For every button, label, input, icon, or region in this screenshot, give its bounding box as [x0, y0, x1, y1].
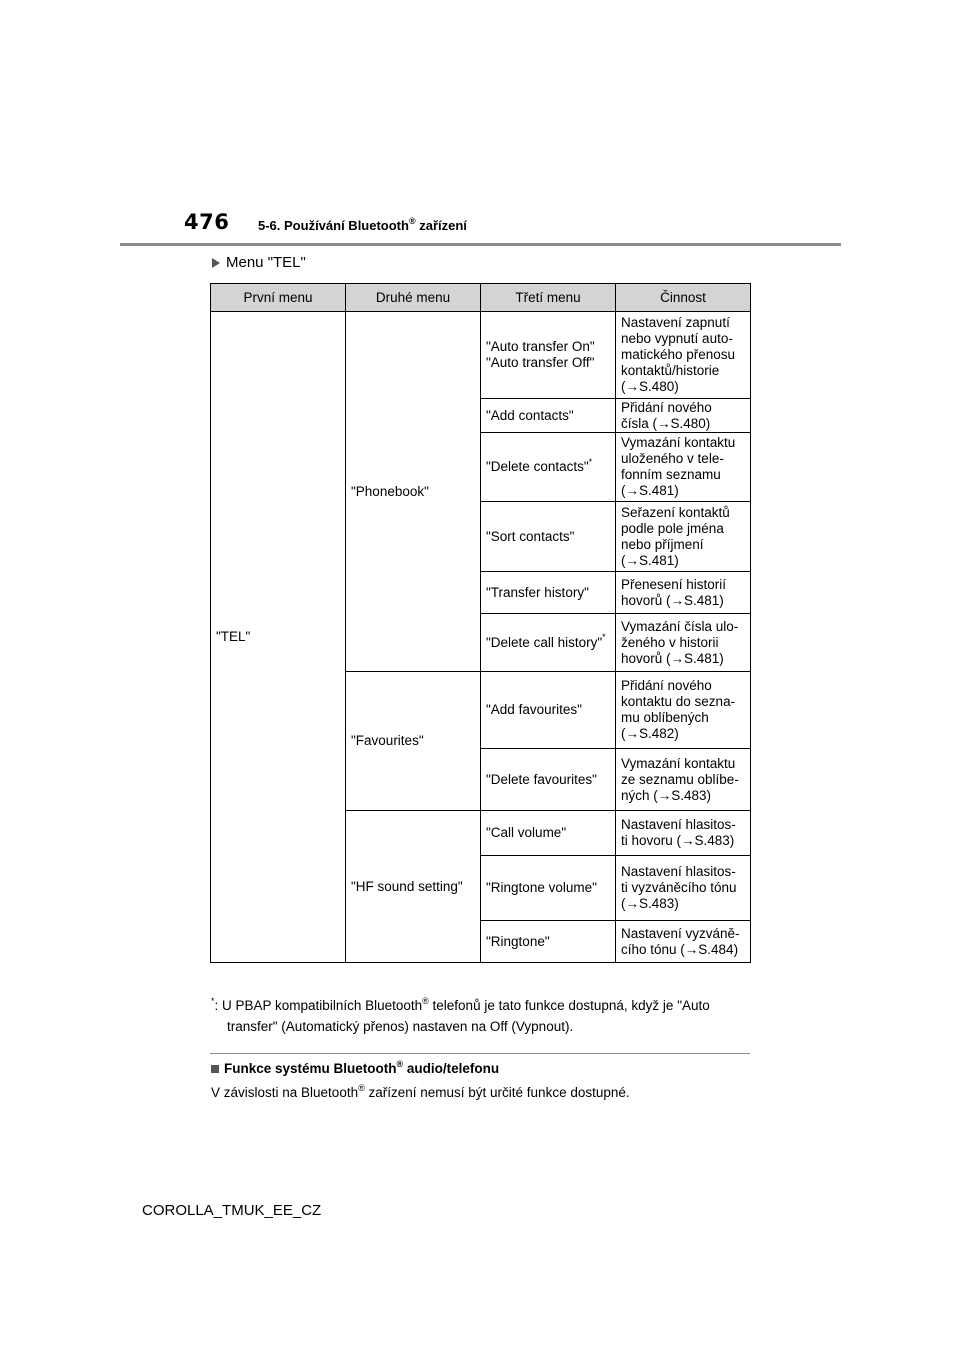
third-menu-label: "Add contacts" [486, 407, 574, 423]
third-menu-cell [481, 749, 616, 811]
action-cell: Vymazání kontaktu uloženého v tele- fonním seznamu (→S.481) [616, 433, 751, 502]
second-menu-cell: "Phonebook" [346, 312, 481, 672]
subsection-heading [211, 1058, 500, 1076]
third-menu-label: "Add favourites" [486, 702, 582, 717]
action-cell: Nastavení zapnutí nebo vypnutí auto- matického přenosu kontaktů/historie (→S.480) [616, 312, 751, 399]
third-menu-cell [481, 672, 616, 749]
menu-subtitle [212, 254, 306, 271]
column-header: Třetí menu [481, 284, 616, 312]
third-menu-cell [481, 502, 616, 572]
third-menu-label: "Delete call history" [486, 634, 603, 650]
third-menu-label: "Delete favourites" [486, 771, 597, 787]
third-menu-cell [481, 856, 616, 921]
third-menu-cell [481, 921, 616, 963]
footnote-marker: * [588, 456, 593, 467]
third-menu-cell [481, 572, 616, 614]
third-menu-cell [481, 433, 616, 502]
footnote-text-prefix: : U PBAP kompatibilních Bluetooth [214, 998, 423, 1013]
registered-mark: ® [408, 215, 416, 226]
third-menu-label: "Delete contacts" [486, 459, 589, 474]
third-menu-cell [481, 811, 616, 856]
registered-mark: ® [358, 1082, 365, 1093]
section-title-prefix: 5-6. Používání Bluetooth [258, 218, 409, 233]
third-menu-cell [481, 399, 616, 433]
page-number: 476 [184, 210, 230, 234]
action-cell: Nastavení hlasitos- ti hovoru (→S.483) [616, 811, 751, 856]
subsection-heading-suffix: audio/telefonu [403, 1061, 500, 1076]
tel-menu-table [210, 283, 751, 963]
subsection-heading-prefix: Funkce systému Bluetooth [224, 1061, 397, 1076]
third-menu-label: "Ringtone volume" [486, 880, 597, 895]
footnote-line-2: transfer" (Automatický přenos) nastaven na Off (Vypnout). [227, 1019, 574, 1034]
action-cell: Nastavení hlasitos- ti vyzváněcího tónu (→S.483) [616, 856, 751, 921]
footnote-marker: * [211, 995, 215, 1006]
column-header: První menu [211, 284, 346, 312]
section-title-suffix: zařízení [415, 218, 467, 233]
action-cell: Přidání nového čísla (→S.480) [616, 399, 751, 433]
footnote-text-suffix: telefonů je tato funkce dostupná, když je "Auto [428, 998, 710, 1013]
third-menu-cell [481, 312, 616, 399]
third-menu-label: "Ringtone" [486, 933, 550, 949]
third-menu-label: "Auto transfer On" "Auto transfer Off" [486, 339, 595, 370]
footnote-marker: * [602, 632, 606, 642]
square-bullet-icon [211, 1065, 219, 1073]
subsection-text [211, 1082, 630, 1100]
table-row [211, 312, 751, 399]
third-menu-label: "Sort contacts" [486, 528, 575, 544]
section-divider [210, 1053, 750, 1054]
footnote-line-1 [211, 995, 751, 1016]
registered-mark: ® [396, 1058, 404, 1069]
action-cell: Vymazání kontaktu ze seznamu oblíbe- ných (→S.483) [616, 749, 751, 811]
footnote [211, 995, 751, 1037]
action-cell: Přidání nového kontaktu do sezna- mu oblíbených (→S.482) [616, 672, 751, 749]
second-menu-cell: "HF sound setting" [346, 811, 481, 963]
action-cell: Nastavení vyzvánĕ- cího tónu (→S.484) [616, 921, 751, 963]
third-menu-label: "Transfer history" [486, 584, 589, 600]
subsection-text-suffix: zařízení nemusí být určité funkce dostupné. [364, 1085, 630, 1100]
column-header: Druhé menu [346, 284, 481, 312]
document-code: COROLLA_TMUK_EE_CZ [142, 1202, 322, 1219]
third-menu-label: "Call volume" [486, 825, 567, 840]
third-menu-cell [481, 614, 616, 672]
action-cell: Seřazení kontaktů podle pole jména nebo příjmení (→S.481) [616, 502, 751, 572]
triangle-bullet-icon [212, 258, 220, 268]
subsection-text-prefix: V závislosti na Bluetooth [211, 1085, 359, 1100]
menu-subtitle-text: Menu "TEL" [226, 254, 306, 271]
table-body [211, 312, 751, 963]
registered-mark: ® [422, 995, 429, 1006]
column-header: Činnost [616, 284, 751, 312]
section-title [258, 215, 467, 233]
action-cell: Přenesení historií hovorů (→S.481) [616, 572, 751, 614]
second-menu-cell: "Favourites" [346, 672, 481, 811]
header-rule [120, 243, 841, 246]
action-cell: Vymazání čísla ulo- ženého v historii hovorů (→S.481) [616, 614, 751, 672]
table-header-row [211, 284, 751, 312]
first-menu-cell: "TEL" [211, 312, 346, 963]
